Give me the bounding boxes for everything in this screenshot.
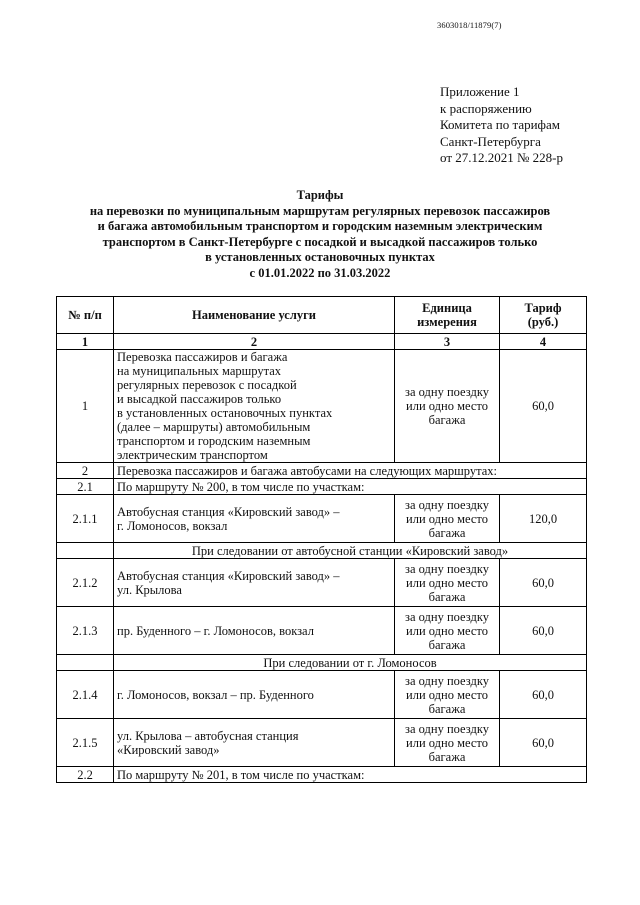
appendix-line: Приложение 1 xyxy=(440,84,520,99)
row-number: 1 xyxy=(57,350,114,463)
row-number: 2.2 xyxy=(57,767,114,783)
table-row xyxy=(57,607,587,655)
unit-cell: за одну поездку или одно место багажа xyxy=(395,671,500,719)
title-line: с 01.01.2022 по 31.03.2022 xyxy=(249,265,391,280)
table-row xyxy=(57,463,587,479)
section-text: По маршруту № 200, в том числе по участкам: xyxy=(114,479,587,495)
column-number-row xyxy=(57,334,587,350)
service-name: г. Ломоносов, вокзал – пр. Буденного xyxy=(114,671,395,719)
appendix-line: от 27.12.2021 № 228-р xyxy=(440,150,563,165)
appendix-block xyxy=(440,84,563,167)
service-name: Автобусная станция «Кировский завод» – ул. Крылова xyxy=(114,559,395,607)
table-row xyxy=(57,767,587,783)
service-name: ул. Крылова – автобусная станция «Кировский завод» xyxy=(114,719,395,767)
unit-cell: за одну поездку или одно место багажа xyxy=(395,495,500,543)
table-header-row xyxy=(57,297,587,334)
tariff-value: 60,0 xyxy=(500,350,587,463)
unit-cell: за одну поездку или одно место багажа xyxy=(395,719,500,767)
service-name: пр. Буденного – г. Ломоносов, вокзал xyxy=(114,607,395,655)
subheader-text: При следовании от автобусной станции «Кировский завод» xyxy=(114,543,587,559)
row-number: 2.1.1 xyxy=(57,495,114,543)
document-title xyxy=(60,188,580,282)
unit-cell: за одну поездку или одно место багажа xyxy=(395,559,500,607)
title-line: в установленных остановочных пунктах xyxy=(205,250,435,265)
table-row xyxy=(57,719,587,767)
tariff-value: 120,0 xyxy=(500,495,587,543)
row-number: 2.1.4 xyxy=(57,671,114,719)
section-text: По маршруту № 201, в том числе по участкам: xyxy=(114,767,587,783)
table-row xyxy=(57,559,587,607)
tariff-table xyxy=(56,296,587,783)
table-row xyxy=(57,350,587,463)
title-heading: Тарифы xyxy=(296,188,344,202)
row-number: 2.1.3 xyxy=(57,607,114,655)
header-tariff: Тариф (руб.) xyxy=(500,297,587,334)
document-number: 3603018/11879(7) xyxy=(437,20,502,30)
header-number: № п/п xyxy=(57,297,114,334)
subheader-text: При следовании от г. Ломоносов xyxy=(114,655,587,671)
row-number: 2.1.2 xyxy=(57,559,114,607)
subheader-row xyxy=(57,543,587,559)
title-line: и багажа автомобильным транспортом и городским наземным электрическим xyxy=(97,219,543,234)
column-number: 3 xyxy=(395,334,500,350)
table-row xyxy=(57,479,587,495)
tariff-value: 60,0 xyxy=(500,607,587,655)
unit-cell: за одну поездку или одно место багажа xyxy=(395,607,500,655)
table-row xyxy=(57,671,587,719)
row-number: 2.1.5 xyxy=(57,719,114,767)
unit-cell: за одну поездку или одно место багажа xyxy=(395,350,500,463)
column-number: 4 xyxy=(500,334,587,350)
row-number: 2 xyxy=(57,463,114,479)
appendix-line: Санкт-Петербурга xyxy=(440,133,541,149)
tariff-value: 60,0 xyxy=(500,719,587,767)
tariff-value: 60,0 xyxy=(500,559,587,607)
appendix-line: Комитета по тарифам xyxy=(440,117,560,132)
header-unit: Единица измерения xyxy=(395,297,500,334)
service-name: Автобусная станция «Кировский завод» – г. Ломоносов, вокзал xyxy=(114,495,395,543)
column-number: 2 xyxy=(114,334,395,350)
title-line: на перевозки по муниципальным маршрутам регулярных перевозок пассажиров xyxy=(89,203,551,218)
title-line: транспортом в Санкт-Петербурге с посадкой и высадкой пассажиров только xyxy=(102,234,538,249)
row-number: 2.1 xyxy=(57,479,114,495)
appendix-line: к распоряжению xyxy=(440,100,532,116)
header-service: Наименование услуги xyxy=(114,297,395,334)
service-name: Перевозка пассажиров и багажа на муниципальных маршрутах регулярных перевозок с посадкой и высадкой пассажиров только в установленных остановочных пунктах (далее – маршруты) автомобильным транспортом и городским наземным электрическим транспортом xyxy=(114,350,395,463)
tariff-value: 60,0 xyxy=(500,671,587,719)
subheader-row xyxy=(57,655,587,671)
table-row xyxy=(57,495,587,543)
column-number: 1 xyxy=(57,334,114,350)
section-text: Перевозка пассажиров и багажа автобусами на следующих маршрутах: xyxy=(114,463,587,479)
